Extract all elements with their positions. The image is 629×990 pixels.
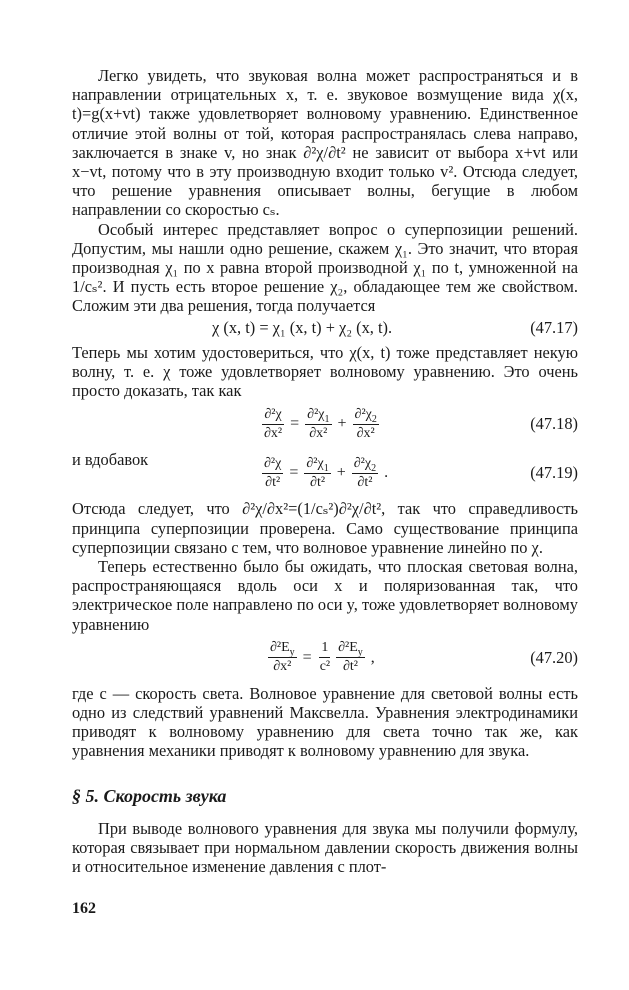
paragraph-2: Особый интерес представляет вопрос о суперпозиции решений. Допустим, мы нашли одно решение, скажем χ₁. Это значит, что вторая производная χ₁ по x равна второй производной χ₁ по t, умноженной на 1/cₛ². И пусть есть второе решение χ₂, обладающее тем же свойством. Сложим эти два решения, тогда получается — [72, 219, 578, 316]
equation-47-19-body: $\frac{\text{∂²χ}}{\text{∂t²}}$ = $\frac{\partial^2\chi_1}{\text{∂t²}}$ + $\frac{\partial^2\chi_2}{\text{∂t²}}$ . — [264, 455, 389, 490]
section-heading: § 5. Скорость звука — [72, 785, 227, 806]
equation-47-17 — [72, 317, 578, 339]
paragraph-8: При выводе волнового уравнения для звука мы получили формулу, которая связывает при нормальном давлении скорость движения волны и относительное изменение давления с плот- — [72, 818, 578, 877]
equation-47-17-number: (47.17) — [530, 317, 578, 337]
equation-47-18-number: (47.18) — [530, 414, 578, 434]
equation-47-18-body: $\frac{\text{∂²χ}}{\text{∂x²}}$ = $\frac{\partial^2\chi_1}{\text{∂x²}}$ + $\frac{\partial^2\chi_2}{\text{∂x²}}$ — [264, 406, 377, 441]
equation-47-19-number: (47.19) — [530, 463, 578, 483]
equation-47-18 — [72, 402, 578, 446]
equation-47-19 — [72, 451, 578, 495]
equation-47-20 — [72, 636, 578, 680]
equation-47-20-body: $\frac{\partial^2E_y}{\text{∂x²}}$ = $\frac{1}{\text{c²}}$ $\frac{\partial^2E_y}{\text{∂t²}}$ , — [270, 640, 375, 675]
paragraph-5: Отсюда следует, что ∂²χ/∂x²=(1/cₛ²)∂²χ/∂t², так что справедливость принципа суперпозиции проверена. Само существование принципа суперпозиции связано с тем, что волновое уравнение линейно по χ. — [72, 499, 578, 557]
paragraph-6: Теперь естественно было бы ожидать, что плоская световая волна, распространяющаяся вдоль оси x и поляризованная так, что электрическое поле направлено по оси y, тоже удовлетворяет волновому уравнению — [72, 557, 578, 634]
equation-47-17-body: χ (x, t) = χ₁ (x, t) + χ₂ (x, t). — [212, 317, 393, 337]
paragraph-3: Теперь мы хотим удостовериться, что χ(x, t) тоже представляет некую волну, т. е. χ тоже удовлетворяет волновому уравнению. Это очень просто доказать, так как — [72, 342, 578, 401]
paragraph-7: где c — скорость света. Волновое уравнение для световой волны есть одно из следствий уравнений Максвелла. Уравнения электродинамики приводят к волновому уравнению для света точно так же, как уравнения механики приводят к волновому уравнению для звука. — [72, 683, 578, 761]
page-number: 162 — [72, 900, 96, 917]
page-content — [72, 66, 578, 876]
paragraph-4: и вдобавок — [72, 450, 149, 470]
paragraph-1: Легко увидеть, что звуковая волна может распространяться и в направлении отрицательных x, т. е. звуковое возмущение вида χ(x, t)=g(x+vt) также удовлетворяет волновому уравнению. Единственное отличие этой волны от той, которая распространялась слева направо, заключается в знаке v, но знак ∂²χ/∂t² не зависит от выбора x+vt или x−vt, потому что в эту производную входит только v². Отсюда следует, что решение уравнения описывает волны, бегущие в любом направлении со скоростью cₛ. — [72, 66, 578, 220]
equation-47-20-number: (47.20) — [530, 647, 578, 667]
